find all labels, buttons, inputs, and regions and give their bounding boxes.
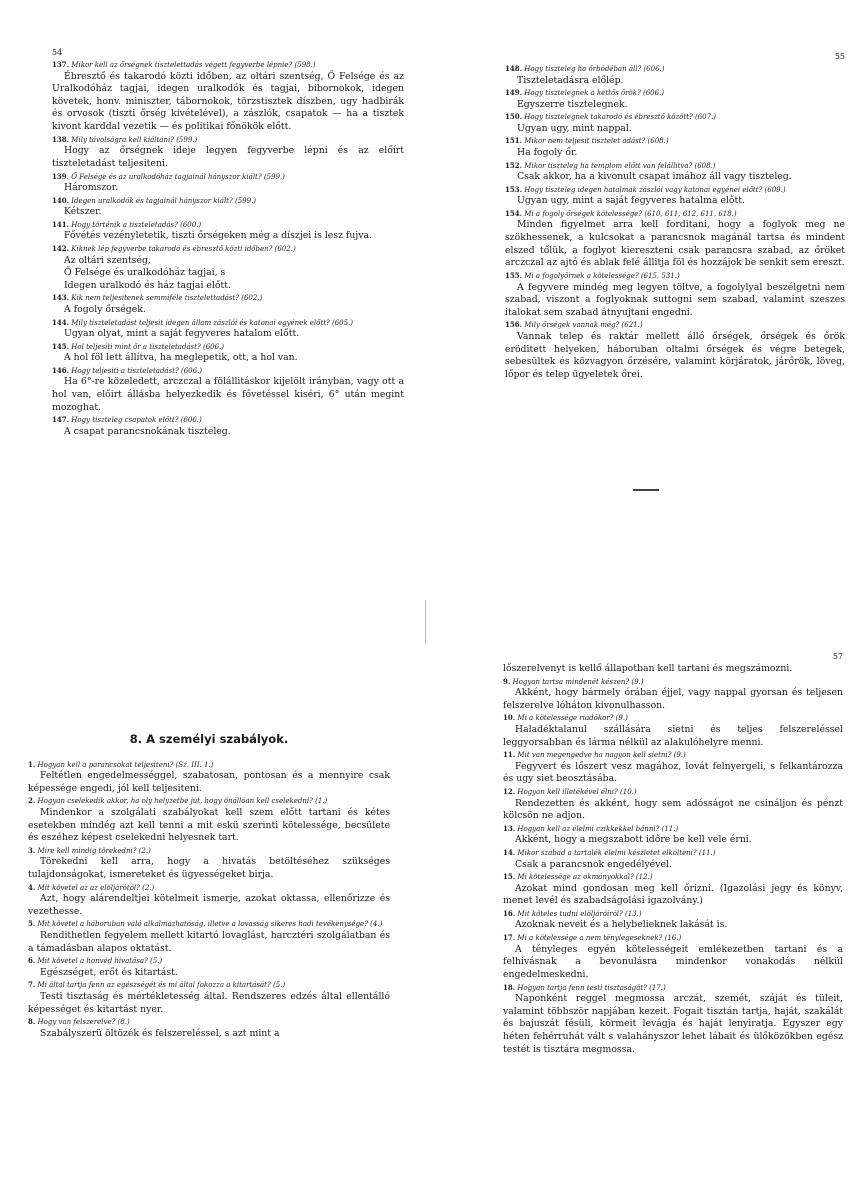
question-number: 11. — [503, 750, 516, 760]
question-text: Mi a kötelessége riadókor? (9.) — [517, 714, 628, 723]
question-number: 3. — [28, 845, 36, 855]
answer: Ha 6°-re közeledett, arczczal a fölállitáskor kijelölt irányban, vagy ott a hol van, előirt állásba helyezkedik és fővetéssel kiséri, 6° után megint mozoghat. — [52, 376, 404, 413]
question-text: Kiknek lép fegyverbe takarodó és ébresztő közti időben? (602.) — [71, 244, 296, 253]
page-number: 57 — [832, 652, 843, 661]
question-number: 155. — [505, 271, 523, 281]
question — [505, 136, 845, 147]
question-number: 147. — [52, 415, 70, 425]
question-text: Mikor tiszteleg ha templom előtt van felállitva? (608.) — [524, 161, 716, 170]
section-end-rule — [633, 489, 659, 491]
question-text: Mit követel a honvéd hivatása? (5.) — [37, 957, 163, 966]
question-number: 17. — [503, 933, 516, 943]
question-text: Hogyan kell az élelmi czikkekkel bánni? (11.) — [517, 824, 679, 833]
page-number: 55 — [834, 52, 845, 61]
question-text: Hogy történik a tiszteletadás? (600.) — [71, 220, 202, 229]
question — [52, 135, 404, 146]
question — [28, 796, 390, 807]
question-number: 14. — [503, 847, 516, 857]
question-number: 1. — [28, 759, 36, 769]
question — [503, 848, 843, 859]
qa-list — [503, 677, 843, 1057]
question-number: 137. — [52, 60, 70, 69]
answer: Ébresztő és takarodó közti időben, az oltári szentség, Ő Felsége és az Uralkodóház tagjai, idegen uralkodók és tagjai, bibornokok, idegen követek, honv. miniszter, tábornokok, törzstisztek díszben, ugy hadbirák és orvosok (tiszti őrség kivételével), a zászlók, csapatok — ha a tisztek kivont karddal vezetik — és politikai főnökök előtt. — [52, 70, 404, 133]
question-text: Hogyan cselekedik akkor, ha oly helyzetbe jut, hogy önállóan kell cselekedni? (1.) — [37, 797, 328, 806]
question — [503, 933, 843, 944]
answer: Egyszerre tisztelegnek. — [517, 98, 628, 110]
question-number: 149. — [505, 88, 523, 98]
answer: Tiszteletadásra előlép. — [517, 74, 624, 86]
question-text: Idegen uralkodók és tagjainál hányszor kiált? (599.) — [71, 196, 257, 205]
question-number: 2. — [28, 796, 36, 806]
question-text: Ő Felsége és az uralkodóház tagjainál hányszor kiált? (599.) — [71, 172, 285, 181]
question-text: Mily távolságra kell kiáltani? (599.) — [71, 135, 198, 144]
question-number: 9. — [503, 676, 511, 686]
answer: A tényleges egyén kötelességeit emlékezetben tartani és a felhivásnak a bevonulásra mindenkor vonakodás nélkül engedelmeskedni. — [503, 943, 843, 980]
answer: Törekedni kell arra, hogy a hivatás betöltéséhez szükséges tulajdonságokat, ismereteket és ügyességeket birja. — [28, 856, 390, 881]
question-text: Mi által tartja fenn az egészségét és mi által fokozza a kitartását? (5.) — [37, 981, 286, 990]
question-number: 154. — [505, 208, 523, 218]
question-number: 13. — [503, 823, 516, 833]
question — [52, 244, 404, 255]
answer: A csapat parancsnokának tiszteleg. — [64, 425, 231, 437]
question — [52, 415, 404, 426]
question-number: 4. — [28, 882, 36, 892]
question — [505, 209, 845, 220]
qa-list — [28, 760, 390, 1041]
question-text: Hogyan kell a parancsokat teljesiteni? (Sz. III. 1.) — [37, 760, 214, 769]
chapter-title: 8. A személyi szabályok. — [129, 732, 289, 746]
question-number: 151. — [505, 136, 523, 146]
question — [28, 919, 390, 930]
question — [503, 787, 843, 798]
question-text: Hogyan tartja fenn testi tisztaságát? (17.) — [517, 983, 666, 992]
question — [503, 909, 843, 920]
question — [52, 293, 404, 304]
answer: Azt, hogy alárendeltjei kötelmeit ismerje, azokat oktassa, ellenőrizze és vezethesse. — [28, 893, 390, 917]
question-text: Hogy tisztelegnek a kettős őrök? (606.) — [524, 89, 665, 98]
answer: A hol föl lett állítva, ha meglepetik, ott, a hol van. — [64, 352, 298, 364]
question-number: 5. — [28, 919, 36, 929]
answer: Háromszor. — [64, 182, 119, 194]
question — [52, 318, 404, 329]
answer: Ha fogoly őr. — [517, 146, 578, 158]
page-gutter-mark — [425, 600, 426, 644]
question-number: 16. — [503, 908, 516, 918]
answer: Haladéktalanul szállására sietni és teljes felszereléssel leggyorsabban és lárma nélkül az alakulóhelyre menni. — [503, 723, 843, 748]
question-text: Mi a fogoly őrségek kötelessége? (610, 611, 612, 611, 618.) — [524, 209, 737, 218]
question-text: Hogy tiszteleg ha őrbódéban áll? (606.) — [524, 65, 665, 73]
answer: Vannak telep és raktár mellett álló őrségek, őrségek és őrök eröditett helyeken, háboruban oltalmi őrségek és végre betegek, sebesültek és közvagyon őrzésére, valamint körjáratok, járőrök, löveg, lőpor és telep ügyeletek őrei. — [505, 330, 845, 380]
answer: Kétszer. — [64, 206, 102, 218]
question — [28, 846, 390, 857]
question — [505, 64, 845, 75]
answer: Rendezetten és akként, hogy sem adósságot ne csináljon és pénzt kölcsön ne adjon. — [503, 797, 843, 822]
question — [503, 983, 843, 994]
page-number: 54 — [52, 48, 63, 57]
answer: Naponként reggel megmossa arczát, szemét, száját és tüleit, valamint többször napjában kezeit. Fogait tisztán tartja, haját, szakálát és bajuszát fésüli, körmeit levágja és haját lenyiratja. Egyszer egy héten fehérruhát vált s valahányszor lehet lábait és ülőközökben egész testét is tisztára megmossa. — [503, 993, 843, 1055]
question — [28, 980, 390, 991]
question — [28, 956, 390, 967]
answer: A fogoly őrségek. — [64, 303, 146, 315]
answer-line: Az oltári szentség, — [64, 254, 151, 266]
question-text: Mit köteles tudni elöljáróiról? (13.) — [517, 909, 642, 918]
answer: Csak a parancsnok engedélyével. — [515, 858, 672, 870]
question-number: 15. — [503, 872, 516, 882]
question-text: Mit követel a háboruban való alkalmazhatóság, illetve a lovasság sikeres hadi tevékenysége? (4.) — [37, 920, 383, 929]
question-text: Hogyan tartsa mindenét készen? (9.) — [512, 677, 644, 686]
question-text: Mikor szabad a tartalék élelmi készletet elkölteni? (11.) — [517, 848, 716, 857]
question — [503, 750, 843, 761]
question-number: 156. — [505, 320, 523, 330]
question — [505, 185, 845, 196]
answer: Fővétés vezényletetik, tiszti őrségeken még a díszjei is lesz fujva. — [64, 230, 372, 242]
question-number: 148. — [505, 64, 523, 73]
question-number: 144. — [52, 317, 70, 327]
page-55 — [505, 52, 845, 552]
question-number: 138. — [52, 134, 70, 144]
question-number: 152. — [505, 160, 523, 170]
question-number: 18. — [503, 982, 516, 992]
question-text: Mi kötelessége az okmányokkal? (12.) — [517, 873, 653, 882]
answer-line: Ő Felsége és uralkodóház tagjai, s — [64, 267, 226, 279]
question-number: 146. — [52, 365, 70, 375]
answer-line: Idegen uralkodó és ház tagjai előtt. — [64, 279, 231, 291]
question — [505, 161, 845, 172]
qa-list — [52, 60, 404, 438]
question — [52, 220, 404, 231]
question-text: Mily tiszteletadást teljesit idegen állam zászlói és katonai egyének előtt? (605.) — [71, 318, 354, 327]
continued-text: lőszerelvenyt is kellő állapotban kell tartani és megszámozni. — [503, 663, 793, 674]
question-number: 7. — [28, 980, 36, 990]
question-number: 8. — [28, 1017, 36, 1027]
question — [52, 172, 404, 183]
question-text: Hogy tiszteleg csapatok előtt? (606.) — [71, 416, 202, 425]
answer: Egészséget, erőt és kitartást. — [40, 966, 178, 978]
question-text: Kik nem teljesitenek semmiféle tisztelettadást? (602.) — [71, 294, 263, 303]
answer: Ugyan olyat, mint a saját fegyveres hatalom előtt. — [64, 328, 300, 340]
answer — [52, 255, 404, 293]
question-number: 150. — [505, 112, 523, 122]
question-number: 6. — [28, 956, 36, 966]
question — [28, 1017, 390, 1028]
question-number: 145. — [52, 341, 70, 351]
answer: Akként, hogy a megszabott időre be kell vele érni. — [515, 834, 752, 846]
question-text: Mit követel az az elöljárótól? (2.) — [37, 883, 155, 892]
answer: Hogy az őrségnek ideje legyen fegyverbe lépni és az előírt tiszteletadást teljesiteni. — [52, 145, 404, 169]
question-text: Hogy van felszerelve? (8.) — [37, 1018, 130, 1027]
answer: Csak akkor, ha a kivonult csapat imához áll vagy tiszteleg. — [517, 171, 792, 183]
question-text: Hol teljesiti mint őr a tiszteletadást? (606.) — [71, 342, 225, 351]
page-56 — [28, 652, 390, 1192]
question — [503, 824, 843, 835]
answer: Minden figyelmet arra kell forditani, hogy a foglyok meg ne szökhessenek, a kulcsokat a parancsnok magánál tartsa és mindent elszed tőlük, a foglyot kiereszteni csak parancsra szabad, az őröket arczczal az ajtó és ablak felé állitja föl és hozzájok be senkit sem ereszt. — [505, 219, 845, 269]
answer: Szabályszerü öltözék és felszereléssel, s azt mint a — [40, 1027, 280, 1039]
question-text: Mily őrségek vannak még? (621.) — [524, 321, 643, 330]
answer: Azoknak neveit és a helybelieknek lakását is. — [515, 919, 728, 931]
question — [52, 366, 404, 377]
question-number: 140. — [52, 195, 70, 205]
question-text: Hogy tisztelegnek takarodó és ébresztő között? (607.) — [524, 113, 717, 122]
question — [505, 112, 845, 123]
answer: Feltétlen engedelmességgel, szabatosan, pontosan és a mennyire csak képessége engedi, jól kell teljesiteni. — [28, 770, 390, 794]
question-text: Hogy teljesiti a tiszteletadást? (606.) — [71, 366, 203, 375]
question-text: Mit van megengedve ha nagyon kell sietni? (9.) — [517, 751, 686, 760]
question-number: 143. — [52, 293, 70, 303]
page-57 — [503, 652, 843, 1192]
question — [505, 320, 845, 331]
question — [52, 196, 404, 207]
qa-list — [505, 64, 845, 382]
question-text: Mi a kötelessége a nem ténylegeseknek? (16.) — [517, 934, 682, 943]
question-number: 141. — [52, 219, 70, 229]
question-text: Hogyan kell illetékével élni? (10.) — [517, 788, 637, 797]
question-text: Mikor nem teljesit tisztelet adást? (608.) — [524, 137, 669, 146]
question — [505, 88, 845, 99]
answer: Testi tisztaság és mértékletesség által. Rendszeres edzés által ellentálló képességet és kitartást nyer. — [28, 990, 390, 1015]
question — [52, 60, 404, 71]
answer: Fegyvert és lőszert vesz magához, lovát felnyergeli, s felkantározza és ugy siet beosztásába. — [503, 760, 843, 785]
question — [503, 872, 843, 883]
question-number: 12. — [503, 787, 516, 797]
question — [503, 677, 843, 688]
answer: Ugyan ugy, mint a saját fegyveres hatalma előtt. — [517, 195, 745, 207]
question-text: Mire kell mindig törekedni? (2.) — [37, 846, 151, 855]
answer: Azokat mind gondosan meg kell őrizni. (Igazolási jegy és könyv, menet levél és szabadságolási igazolvány.) — [503, 882, 843, 907]
answer: Akként, hogy bármely órában éjjel, vagy nappal gyorsan és teljesen felszerelve lóháton kivonulhasson. — [503, 687, 843, 711]
question-text: Hogy tiszteleg idegen hatalmak zászlói vagy katonai egyénei előtt? (609.) — [524, 185, 786, 194]
question-text: Mikor kell az őrségnek tisztelettadás végett fegyverbe lépnie? (598.) — [71, 61, 316, 69]
question-number: 153. — [505, 184, 523, 194]
question-number: 10. — [503, 713, 516, 723]
question — [52, 342, 404, 353]
question-number: 142. — [52, 243, 70, 253]
answer: Rendithetlen fegyelem mellett kitartó lovaglást, harcztéri szolgálatban és a támadásban alapos oktatást. — [28, 929, 390, 954]
page-54 — [52, 48, 404, 588]
question — [503, 713, 843, 724]
answer: Mindenkor a szolgálati szabályokat kell szem előtt tartani és kétes esetekben mindég azt kell tenni a mit eskü szerinti kötelessége, becsülete és eszéhez képest cselekedni helyesnek tart. — [28, 806, 390, 844]
question-number: 139. — [52, 171, 70, 181]
question — [28, 760, 390, 771]
answer: Ugyan ugy, mint nappal. — [517, 122, 632, 134]
question-text: Mi a fogolyőrnek a kötelessége? (615, 531.) — [524, 272, 680, 281]
answer: A fegyvere mindég meg legyen töltve, a fogolylyal beszélgetni nem szabad, viszont a foglyoknak suttogni sem szabad, valamint szeszes italokat sem szabad átnyujtani engedni. — [505, 281, 845, 318]
question — [505, 271, 845, 282]
question — [28, 883, 390, 894]
